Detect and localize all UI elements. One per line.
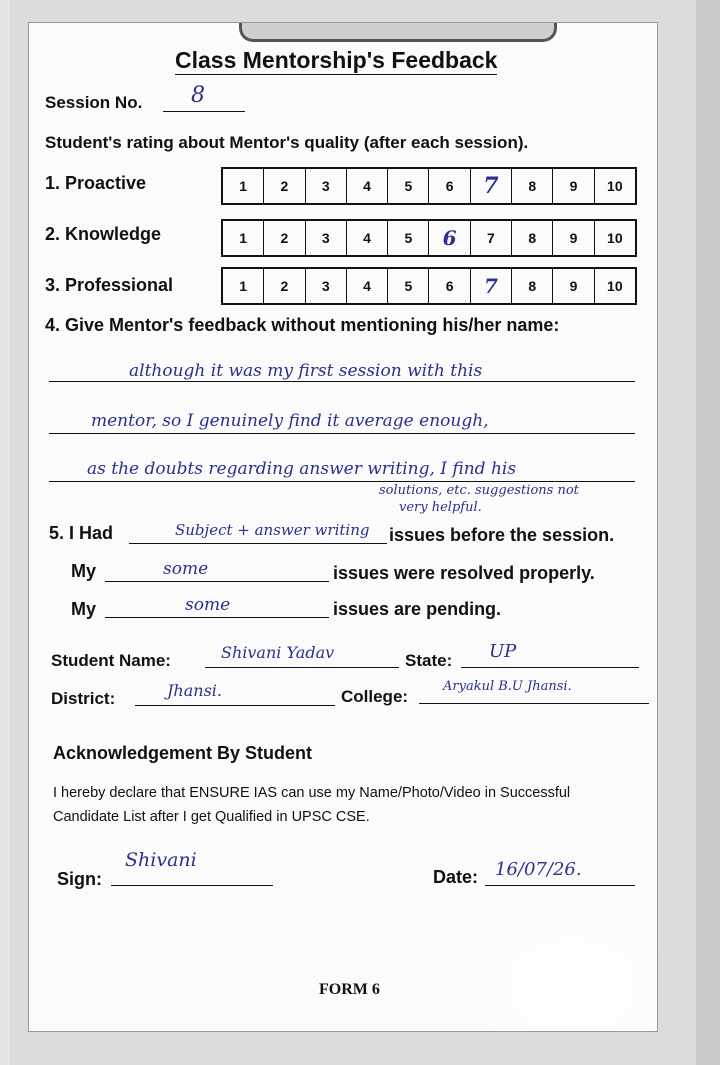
rating-cell[interactable]: 9 [553, 169, 594, 203]
rating-cell[interactable]: 3 [306, 221, 347, 255]
date-underline [485, 885, 635, 886]
college-underline [419, 703, 649, 704]
district-value: Jhansi. [167, 681, 222, 700]
acknowledgement-text-line-1: I hereby declare that ENSURE IAS can use my Name/Photo/Video in Successful [53, 785, 571, 801]
feedback-line-2: mentor, so I genuinely find it average enough, [91, 411, 489, 431]
rating-cell[interactable]: 6 [429, 169, 470, 203]
rating-scale-professional[interactable] [221, 267, 637, 305]
session-label: Session No. [45, 93, 143, 112]
feedback-form-sheet [28, 22, 658, 1032]
acknowledgement-heading: Acknowledgement By Student [53, 743, 313, 763]
session-underline [163, 111, 245, 112]
district-underline [135, 705, 335, 706]
rating-cell[interactable]: 9 [553, 269, 594, 303]
rating-cell[interactable]: 6 [429, 269, 470, 303]
rating-cell[interactable]: 8 [512, 221, 553, 255]
issues-pending-underline [105, 617, 329, 618]
feedback-line-4: solutions, etc. suggestions not [379, 483, 579, 498]
rating-cell[interactable]: 1 [223, 221, 264, 255]
acknowledgement-text-line-2: Candidate List after I get Qualified in UPSC CSE. [53, 809, 370, 825]
rating-label-proactive: 1. Proactive [45, 173, 147, 193]
rating-cell[interactable]: 7 [471, 221, 512, 255]
sign-label: Sign: [57, 869, 102, 889]
rating-cell[interactable]: 1 [223, 169, 264, 203]
session-value: 8 [191, 83, 205, 108]
rating-mark: 6 [442, 226, 457, 250]
rating-cell[interactable]: 9 [553, 221, 594, 255]
sign-value: Shivani [125, 849, 197, 871]
rating-cell[interactable]: 2 [264, 169, 305, 203]
rating-cell-selected[interactable] [471, 169, 512, 203]
feedback-line-3: as the doubts regarding answer writing, I find his [87, 459, 517, 479]
student-name-value: Shivani Yadav [221, 643, 335, 662]
feedback-label: 4. Give Mentor's feedback without mentioning his/her name: [45, 315, 560, 335]
feedback-line-1: although it was my first session with this [129, 361, 483, 381]
rating-cell[interactable]: 2 [264, 221, 305, 255]
feedback-underline-2 [49, 433, 635, 434]
rating-mark: 7 [483, 173, 499, 199]
rating-cell-selected[interactable] [471, 269, 512, 303]
issues-pending-suffix: issues are pending. [333, 599, 502, 619]
rating-cell[interactable]: 10 [607, 230, 623, 246]
rating-cell[interactable]: 1 [223, 269, 264, 303]
issues-resolved-suffix: issues were resolved properly. [333, 563, 595, 583]
rating-cell[interactable]: 5 [388, 169, 429, 203]
issues-pending-value: some [185, 595, 231, 615]
college-label: College: [341, 687, 409, 706]
issues-resolved-prefix: My [71, 561, 97, 581]
issues-had-underline [129, 543, 387, 544]
issues-had-suffix: issues before the session. [389, 525, 615, 545]
rating-cell[interactable]: 3 [306, 169, 347, 203]
rating-cell[interactable]: 8 [512, 269, 553, 303]
rating-mark: 7 [483, 274, 498, 298]
form-title: Class Mentorship's Feedback [175, 47, 498, 73]
background-edge-left [0, 0, 10, 1065]
rating-cell[interactable]: 2 [264, 269, 305, 303]
rating-heading: Student's rating about Mentor's quality (after each session). [45, 133, 529, 152]
date-value: 16/07/26. [495, 859, 582, 880]
sign-underline [111, 885, 273, 886]
issues-pending-prefix: My [71, 599, 97, 619]
rating-cell[interactable]: 8 [512, 169, 553, 203]
issues-resolved-value: some [163, 559, 209, 579]
rating-cell[interactable]: 5 [388, 221, 429, 255]
rating-cell[interactable]: 4 [347, 269, 388, 303]
form-number: FORM 6 [319, 981, 380, 998]
rating-scale-proactive[interactable] [221, 167, 637, 205]
rating-cell[interactable]: 4 [347, 221, 388, 255]
rating-label-professional: 3. Professional [45, 275, 174, 295]
issues-had-value: Subject + answer writing [175, 521, 370, 539]
background-edge-right [696, 0, 720, 1065]
photo-glare [457, 901, 658, 1032]
clipboard-clip [239, 22, 557, 42]
date-label: Date: [433, 867, 479, 887]
rating-cell[interactable]: 10 [607, 178, 623, 194]
rating-cell[interactable]: 5 [388, 269, 429, 303]
rating-cell[interactable]: 3 [306, 269, 347, 303]
rating-scale-knowledge[interactable] [221, 219, 637, 257]
state-value: UP [489, 641, 517, 662]
college-value: Aryakul B.U Jhansi. [443, 679, 572, 694]
district-label: District: [51, 689, 116, 708]
state-underline [461, 667, 639, 668]
rating-cell[interactable]: 10 [607, 278, 623, 294]
rating-cell[interactable]: 4 [347, 169, 388, 203]
state-label: State: [405, 651, 453, 670]
rating-label-knowledge: 2. Knowledge [45, 224, 162, 244]
rating-cell-selected[interactable] [429, 221, 470, 255]
student-name-underline [205, 667, 399, 668]
student-name-label: Student Name: [51, 651, 171, 670]
feedback-underline-3 [49, 481, 635, 482]
issues-had-prefix: 5. I Had [49, 523, 114, 543]
feedback-line-5: very helpful. [399, 500, 482, 515]
feedback-underline-1 [49, 381, 635, 382]
issues-resolved-underline [105, 581, 329, 582]
